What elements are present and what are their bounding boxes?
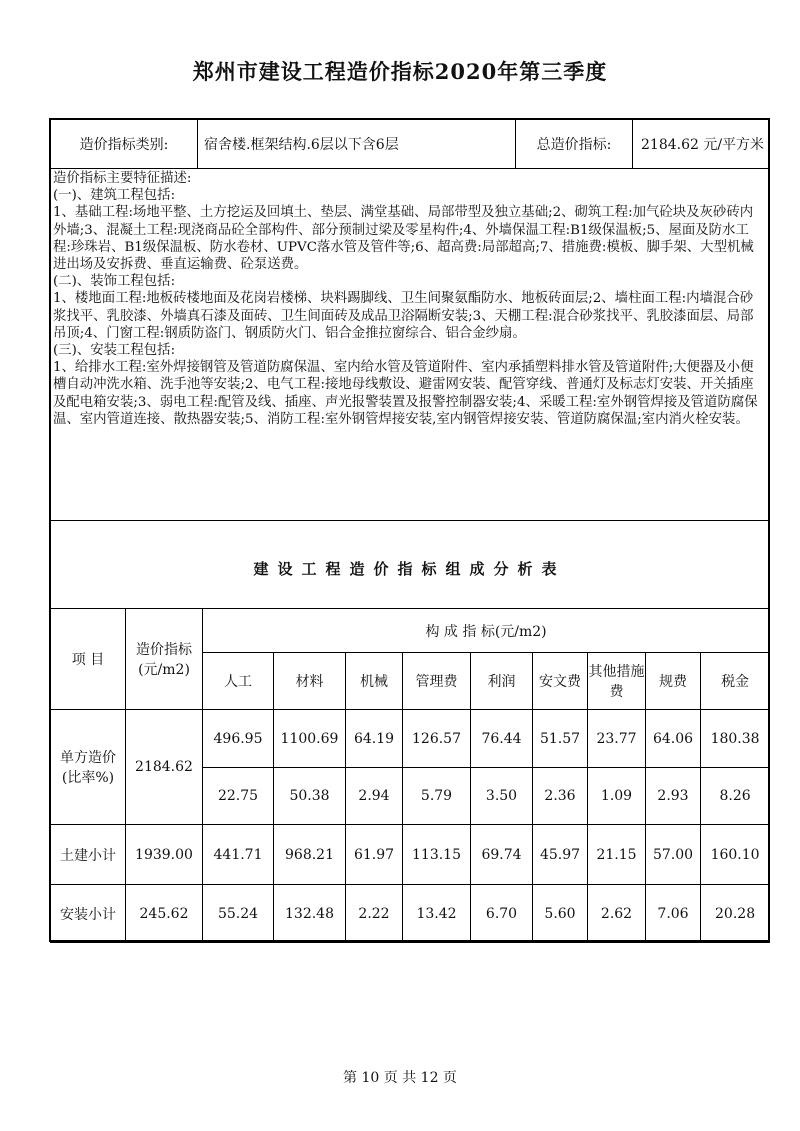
table-cell: 2.62 bbox=[588, 885, 646, 943]
table-cell: 20.28 bbox=[701, 885, 770, 943]
table-cell: 2.93 bbox=[646, 768, 701, 825]
page-footer: 第 10 页 共 12 页 bbox=[343, 1070, 457, 1086]
column-header: 利润 bbox=[471, 653, 533, 710]
section-title-decoration: (二)、装饰工程包括: bbox=[53, 274, 176, 290]
table-cell: 51.57 bbox=[533, 710, 588, 768]
table-cell: 160.10 bbox=[701, 825, 770, 885]
column-header: 规费 bbox=[646, 653, 701, 710]
section-body-installation: 1、给排水工程:室外焊接钢管及管道防腐保温、室内给水管及管道附件、室内承插塑料排水管及管道附件;大便器及小便槽自动冲洗水箱、洗手池等安装;2、电气工程:接地母线敷设、避雷网安装、配管穿线、普通灯及标志灯安装、开关插座及配电箱安装;3、弱电工程:配管及线、插座、声光报警装置及报警控制器安装;4、采暖工程:室外钢管焊接及管道防腐保温、室内管道连接、散热器安装;5、消防工程:室外钢管焊接安装,室内钢管焊接安装、管道防腐保温;室内消火栓安装。 bbox=[53, 360, 758, 427]
column-header: 安文费 bbox=[533, 653, 588, 710]
total-value: 2184.62 元/平方米 bbox=[641, 137, 765, 153]
divider bbox=[51, 520, 768, 521]
table-cell: 3.50 bbox=[471, 768, 533, 825]
header-row bbox=[51, 609, 770, 653]
table-cell: 496.95 bbox=[203, 710, 274, 768]
table-cell: 180.38 bbox=[701, 710, 770, 768]
section-title-building: (一)、建筑工程包括: bbox=[53, 188, 176, 204]
analysis-table bbox=[50, 608, 770, 943]
feature-description bbox=[53, 170, 766, 428]
table-cell: 1100.69 bbox=[274, 710, 346, 768]
table-cell: 69.74 bbox=[471, 825, 533, 885]
table-cell: 7.06 bbox=[646, 885, 701, 943]
info-row bbox=[51, 120, 768, 169]
table-cell: 22.75 bbox=[203, 768, 274, 825]
table-cell: 55.24 bbox=[203, 885, 274, 943]
table-cell: 126.57 bbox=[403, 710, 471, 768]
column-header: 机械 bbox=[346, 653, 403, 710]
section-body-decoration: 1、楼地面工程:地板砖楼地面及花岗岩楼梯、块料踢脚线、卫生间聚氨酯防水、地板砖面层;2、墙柱面工程:内墙混合砂浆找平、乳胶漆、外墙真石漆及面砖、卫生间面砖及成品卫浴隔断安装;3、天棚工程:混合砂浆找平、乳胶漆面层、局部吊顶;4、门窗工程:钢质防盗门、钢质防火门、铝合金推拉窗综合、铝合金纱扇。 bbox=[53, 291, 754, 341]
table-row bbox=[51, 825, 770, 885]
category-value: 宿舍楼.框架结构.6层以下含6层 bbox=[198, 120, 516, 168]
table-cell: 1.09 bbox=[588, 768, 646, 825]
row-index: 245.62 bbox=[126, 885, 203, 943]
description-heading: 造价指标主要特征描述: bbox=[53, 171, 192, 186]
composition-header: 构 成 指 标(元/m2) bbox=[203, 609, 770, 653]
row-label: 安装小计 bbox=[51, 885, 126, 943]
table-cell: 441.71 bbox=[203, 825, 274, 885]
total-label: 总造价指标: bbox=[516, 120, 633, 168]
page-title: 郑州市建设工程造价指标2020年第三季度 bbox=[192, 59, 608, 84]
table-cell: 21.15 bbox=[588, 825, 646, 885]
table-cell: 2.94 bbox=[346, 768, 403, 825]
category-label: 造价指标类别: bbox=[51, 120, 198, 168]
table-cell: 2.22 bbox=[346, 885, 403, 943]
table-cell: 61.97 bbox=[346, 825, 403, 885]
row-index: 1939.00 bbox=[126, 825, 203, 885]
table-cell: 132.48 bbox=[274, 885, 346, 943]
table-title: 建设工程造价指标组成分析表 bbox=[253, 560, 566, 578]
table-cell: 57.00 bbox=[646, 825, 701, 885]
item-header: 项 目 bbox=[51, 609, 126, 710]
table-cell: 76.44 bbox=[471, 710, 533, 768]
table-cell: 5.60 bbox=[533, 885, 588, 943]
table-row bbox=[51, 885, 770, 943]
table-cell: 45.97 bbox=[533, 825, 588, 885]
table-row bbox=[51, 710, 770, 768]
column-header: 管理费 bbox=[403, 653, 471, 710]
table-cell: 8.26 bbox=[701, 768, 770, 825]
column-header: 税金 bbox=[701, 653, 770, 710]
section-body-building: 1、基础工程:场地平整、土方挖运及回填土、垫层、满堂基础、局部带型及独立基础;2、砌筑工程:加气砼块及灰砂砖内外墙;3、混凝土工程:现浇商品砼全部构件、部分预制过梁及零星构件;4、外墙保温工程:B1级保温板;5、屋面及防水工程:珍珠岩、B1级保温板、防水卷材、UPVC落水管及管件等;6、超高费:局部超高;7、措施费:模板、脚手架、大型机械进出场及安拆费、垂直运输费、砼泵送费。 bbox=[53, 205, 754, 273]
table-cell: 968.21 bbox=[274, 825, 346, 885]
column-header: 人工 bbox=[203, 653, 274, 710]
table-cell: 113.15 bbox=[403, 825, 471, 885]
table-cell: 64.06 bbox=[646, 710, 701, 768]
column-header: 材料 bbox=[274, 653, 346, 710]
table-cell: 5.79 bbox=[403, 768, 471, 825]
table-cell: 13.42 bbox=[403, 885, 471, 943]
table-cell: 6.70 bbox=[471, 885, 533, 943]
column-header: 其他措施费 bbox=[588, 653, 646, 710]
table-cell: 23.77 bbox=[588, 710, 646, 768]
section-title-installation: (三)、安装工程包括: bbox=[53, 343, 176, 359]
table-cell: 2.36 bbox=[533, 768, 588, 825]
table-cell: 64.19 bbox=[346, 710, 403, 768]
row-label: 土建小计 bbox=[51, 825, 126, 885]
table-cell: 50.38 bbox=[274, 768, 346, 825]
row-label: 单方造价(比率%) bbox=[51, 710, 126, 825]
index-header: 造价指标 (元/m2) bbox=[126, 609, 203, 710]
index-sheet bbox=[49, 118, 770, 942]
row-index: 2184.62 bbox=[126, 710, 203, 825]
